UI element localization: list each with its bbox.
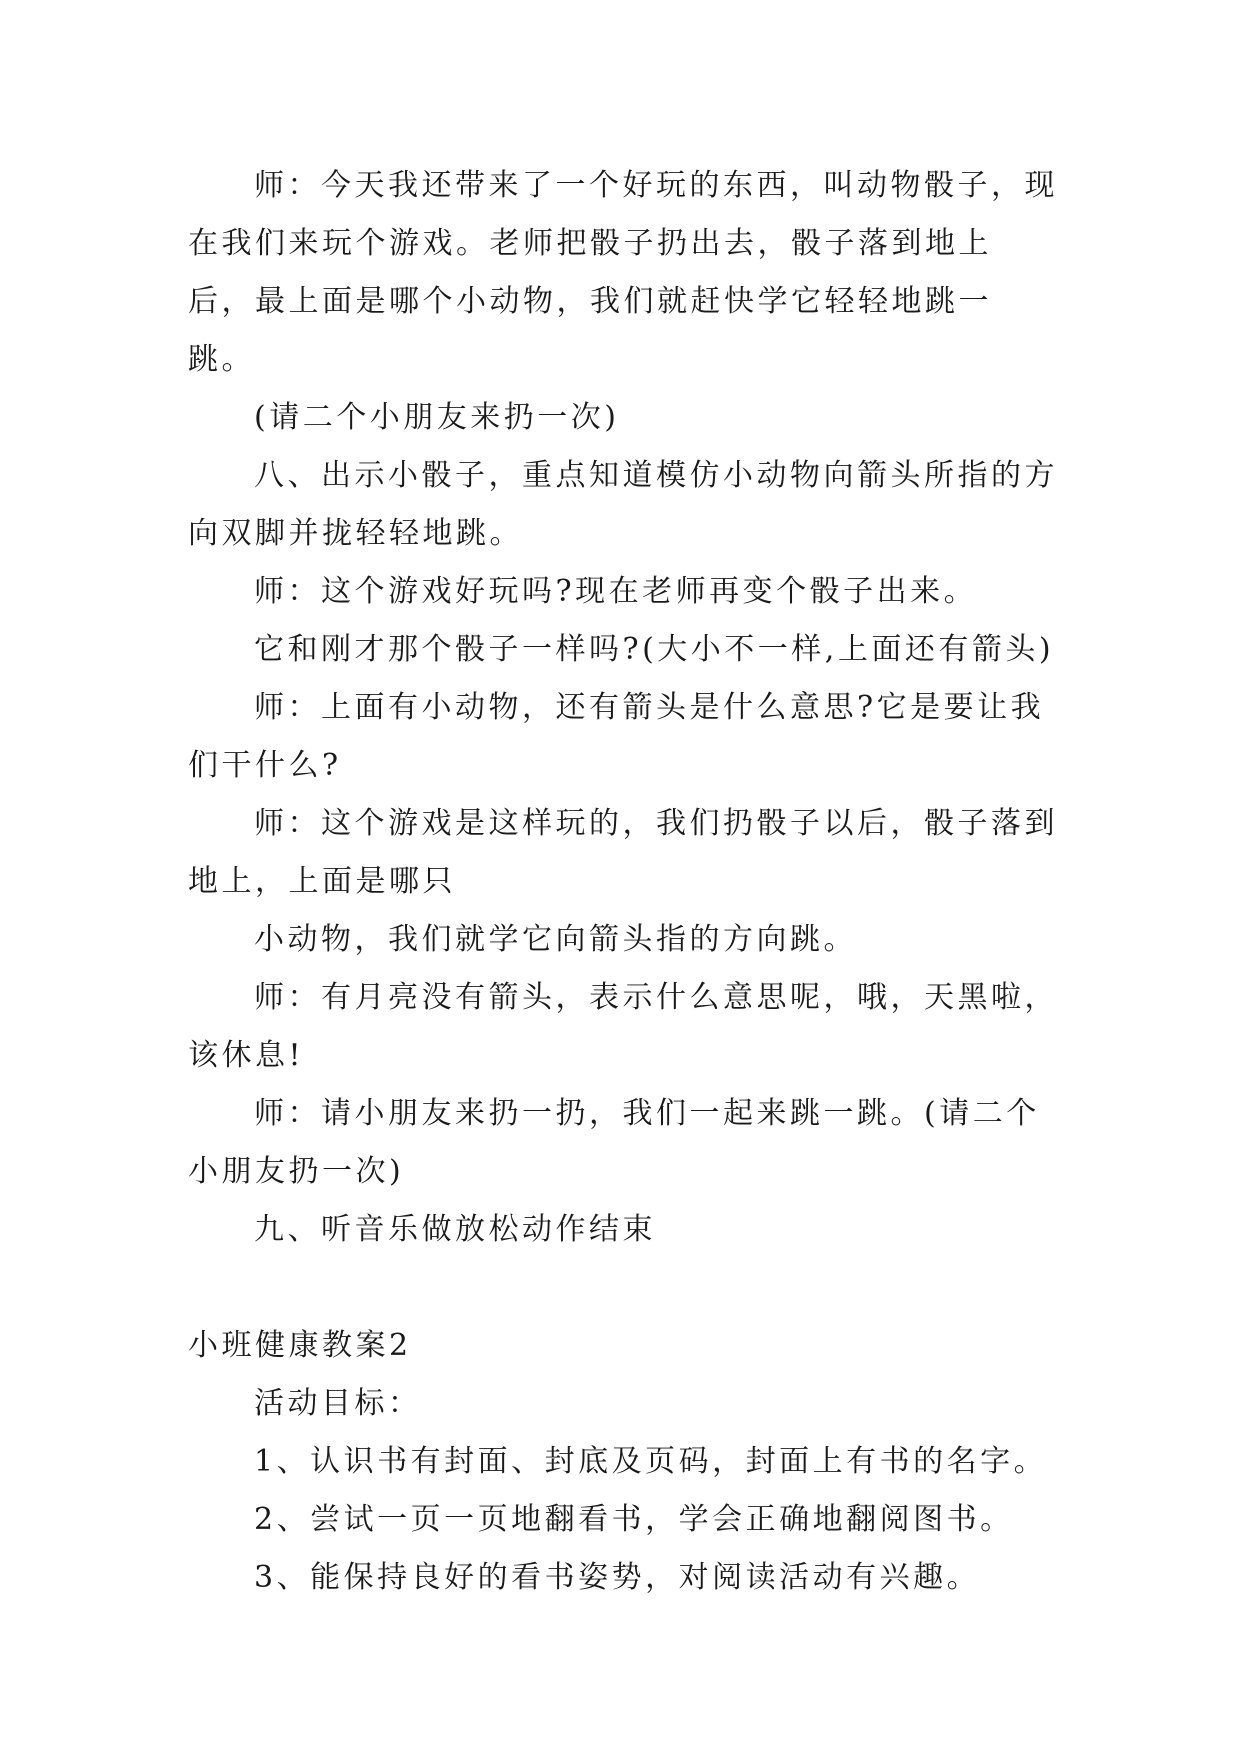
- paragraph-dice-compare: 它和刚才那个骰子一样吗?(大小不一样,上面还有箭头): [254, 632, 1055, 667]
- paragraph-step-eight: 八、出示小骰子，重点知道模仿小动物向箭头所指的方向双脚并拢轻轻地跳。: [188, 458, 1058, 551]
- section-title: 小班健康教案2: [188, 1328, 412, 1363]
- paragraph-step-nine: 九、听音乐做放松动作结束: [254, 1212, 656, 1247]
- paragraph-goal-two: 2、尝试一页一页地翻看书，学会正确地翻阅图书。: [254, 1502, 1014, 1537]
- paragraph-teacher-game-rules: 师：这个游戏是这样玩的，我们扔骰子以后，骰子落到地上，上面是哪只: [188, 806, 1058, 899]
- paragraph-jump-direction: 小动物，我们就学它向箭头指的方向跳。: [254, 922, 857, 957]
- paragraph-teacher-new-dice: 师：这个游戏好玩吗?现在老师再变个骰子出来。: [254, 574, 978, 609]
- paragraph-teacher-throw-together: 师：请小朋友来扔一扔，我们一起来跳一跳。(请二个小朋友扔一次): [188, 1096, 1040, 1189]
- section-gap: [188, 1259, 1058, 1317]
- paragraph-goal-one: 1、认识书有封面、封底及页码，封面上有书的名字。: [254, 1444, 1048, 1479]
- paragraph-teacher-moon: 师：有月亮没有箭头，表示什么意思呢，哦，天黑啦，该休息!: [188, 980, 1058, 1073]
- paragraph-goal-three: 3、能保持良好的看书姿势，对阅读活动有兴趣。: [254, 1560, 981, 1595]
- paragraph-two-children-throw: (请二个小朋友来扔一次): [254, 400, 620, 435]
- paragraph-activity-goals-label: 活动目标：: [254, 1386, 422, 1421]
- paragraph-teacher-arrow-question: 师：上面有小动物，还有箭头是什么意思?它是要让我们干什么?: [188, 690, 1045, 783]
- document-body: [188, 157, 1058, 1607]
- paragraph-teacher-dice-intro: 师：今天我还带来了一个好玩的东西，叫动物骰子，现在我们来玩个游戏。老师把骰子扔出去，骰子落到地上后，最上面是哪个小动物，我们就赶快学它轻轻地跳一跳。: [188, 168, 1058, 377]
